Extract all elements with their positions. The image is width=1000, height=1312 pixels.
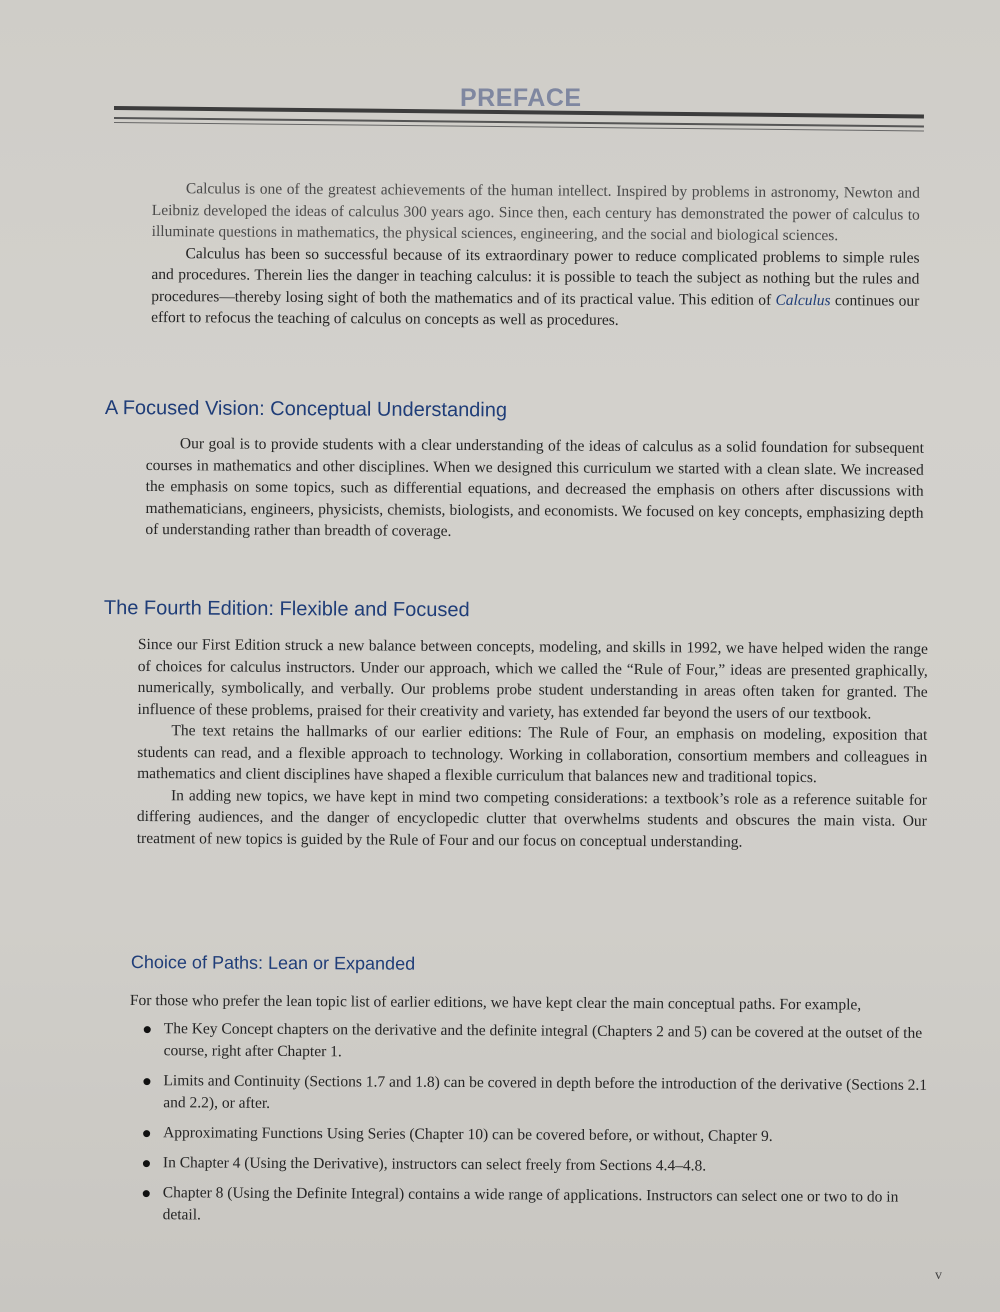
list-item bbox=[141, 1122, 937, 1149]
list-item-text: The Key Concept chapters on the derivative and the definite integral (Chapters 2 and 5) can be covered at the outset of the course, right after Chapter 1. bbox=[163, 1019, 923, 1060]
book-title: Calculus bbox=[775, 291, 831, 309]
fourth-edition-section bbox=[137, 634, 928, 854]
intro-paragraph-1: Calculus is one of the greatest achievements of the human intellect. Inspired by problems in astronomy, Newton and Leibniz developed the ideas of calculus 300 years ago. Since then, each century has demonstrated the power of calculus to illuminate questions in mathematics, the physical sciences, engineering, and the social and biological sciences. bbox=[151, 180, 920, 245]
section-heading-fourth-edition: The Fourth Edition: Flexible and Focused bbox=[103, 597, 470, 622]
fourth-edition-paragraph-1: Since our First Edition struck a new balance between concepts, modeling, and skills in 1992, we have helped widen the range of choices for calculus instructors. Under our approach, which we called the “Rule of Four,” ideas are presented graphically, numerically, symbolically, and verbally. Our problems probe student understanding in areas often taken for granted. The influence of these problems, praised for their creativity and variety, has extended far beyond the users of our textbook. bbox=[137, 635, 928, 722]
bullet-icon bbox=[143, 1160, 150, 1167]
bullet-icon bbox=[143, 1130, 150, 1137]
list-item bbox=[141, 1182, 937, 1231]
page-number: v bbox=[935, 1268, 942, 1283]
intro-section bbox=[151, 178, 920, 333]
fourth-edition-paragraph-2: The text retains the hallmarks of our earlier editions: The Rule of Four, an emphasis on modeling, exposition that students can read, and a flexible approach to technology. Working in collaboration, consortium members and colleagues in mathematics and client disciplines have shaped a flexible curriculum that balances new and traditional topics. bbox=[137, 722, 928, 787]
list-item bbox=[141, 1152, 937, 1179]
vision-section bbox=[145, 433, 924, 545]
choice-of-paths-section bbox=[129, 990, 938, 1238]
list-item-text: Chapter 8 (Using the Definite Integral) contains a wide range of applications. Instructors can select one or two to do in detail. bbox=[162, 1183, 899, 1223]
list-item-text: In Chapter 4 (Using the Derivative), instructors can select freely from Sections 4.4–4.8. bbox=[162, 1153, 707, 1175]
choice-of-paths-list bbox=[141, 1018, 938, 1231]
list-item bbox=[141, 1070, 937, 1119]
list-item bbox=[142, 1018, 938, 1067]
intro-paragraph-2-before: Calculus has been so successful because of its extraordinary power to reduce complicated problems to simple rules and procedures. Therein lies the danger in teaching calculus: it is possible to teach the subject as nothing but the rules and procedures—thereby losing sight of both the mathematics and of its practical value. This edition of bbox=[151, 244, 920, 309]
page-title: PREFACE bbox=[460, 84, 582, 112]
section-heading-vision: A Focused Vision: Conceptual Understanding bbox=[104, 397, 508, 422]
intro-paragraph-2-after: continues our effort to refocus the teaching of calculus on concepts as well as procedures. bbox=[151, 291, 920, 329]
intro-paragraph-2 bbox=[151, 242, 920, 333]
bullet-icon bbox=[143, 1078, 150, 1085]
bullet-icon bbox=[143, 1190, 150, 1197]
fourth-edition-paragraph-3: In adding new topics, we have kept in mind two competing considerations: a textbook’s role as a reference suitable for differing audiences, and the danger of encyclopedic clutter that overwhelms students and obscures the main vista. Our treatment of new topics is guided by the Rule of Four and our focus on conceptual understanding. bbox=[136, 786, 928, 851]
list-item-text: Limits and Continuity (Sections 1.7 and 1.8) can be covered in depth before the introduction of the derivative (Sections 2.1 and 2.2), or after. bbox=[163, 1071, 928, 1112]
list-item-text: Approximating Functions Using Series (Chapter 10) can be covered before, or without, Chapter 9. bbox=[163, 1123, 773, 1145]
choice-of-paths-paragraph-1: For those who prefer the lean topic list of earlier editions, we have kept clear the main conceptual paths. For example, bbox=[129, 991, 862, 1014]
bullet-icon bbox=[144, 1026, 151, 1033]
section-heading-choice-of-paths: Choice of Paths: Lean or Expanded bbox=[130, 952, 416, 974]
vision-paragraph-1: Our goal is to provide students with a clear understanding of the ideas of calculus as a solid foundation for subsequent courses in mathematics and other disciplines. When we designed this curriculum we started with a clean slate. We increased the emphasis on some topics, such as differential equations, and decreased the emphasis on others after discussions with mathematicians, engineers, physicists, chemists, biologists, and economists. We focused on key concepts, emphasizing depth of understanding rather than breadth of coverage. bbox=[145, 435, 924, 540]
